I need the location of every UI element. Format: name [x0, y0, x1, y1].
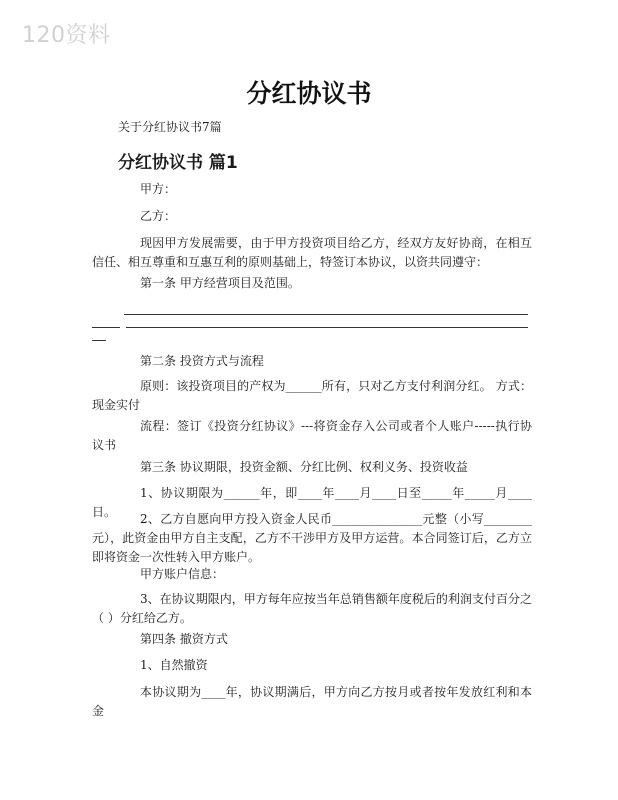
article-4-heading: 第四条 撤资方式: [140, 632, 228, 646]
process-paragraph: 流程：签订《投资分红协议》---将资金存入公司或者个人账户-----执行协议书: [92, 419, 532, 452]
watermark-logo: 120资料: [22, 23, 111, 48]
preamble-paragraph: 现因甲方发展需要，由于甲方投资项目给乙方，经双方友好协商，在相互信任、相互尊重和互惠互利的原则基础上，特签订本协议，以资共同遵守：: [92, 236, 532, 269]
party-a-line: 甲方：: [140, 182, 177, 196]
article-1-heading: 第一条 甲方经营项目及范围。: [140, 276, 300, 290]
article-2-heading: 第二条 投资方式与流程: [140, 354, 264, 368]
section-heading: 分红协议书 篇1: [118, 153, 238, 173]
blank-line-1: [124, 314, 528, 315]
natural-withdrawal-line: 1、自然撤资: [140, 658, 208, 672]
blank-line-3: [92, 340, 106, 341]
document-title: 分红协议书: [246, 79, 372, 108]
dividend-clause: 3、在协议期限内，甲方每年应按当年总销售额年度税后的利润支付百分之（ ）分红给乙方。: [92, 592, 532, 625]
blank-line-2a: [92, 327, 120, 328]
account-info-line: 甲方账户信息：: [140, 567, 225, 581]
article-3-heading: 第三条 协议期限，投资金额、分红比例、权利义务、投资收益: [140, 460, 468, 474]
withdrawal-term-paragraph: 本协议期为____年，协议期满后，甲方向乙方按月或者按年发放红利和本金: [92, 685, 532, 718]
principle-paragraph: 原则：该投资项目的产权为______所有，只对乙方支付利润分红。 方式：现金实付: [92, 379, 532, 412]
term-clause: 1、协议期限为______年，即____年____月____日至_____年_____月____日。: [92, 486, 532, 519]
document-subtitle: 关于分红协议书7篇: [118, 120, 222, 134]
party-b-line: 乙方：: [140, 209, 177, 223]
investment-clause: 2、乙方自愿向甲方投入资金人民币_______________元整（小写________元），此资金由甲方自主支配，乙方不干涉甲方及甲方运营。本合同签订后，乙方立即将资金一次性转入甲方账户。: [92, 512, 532, 564]
blank-line-2b: [126, 327, 528, 328]
